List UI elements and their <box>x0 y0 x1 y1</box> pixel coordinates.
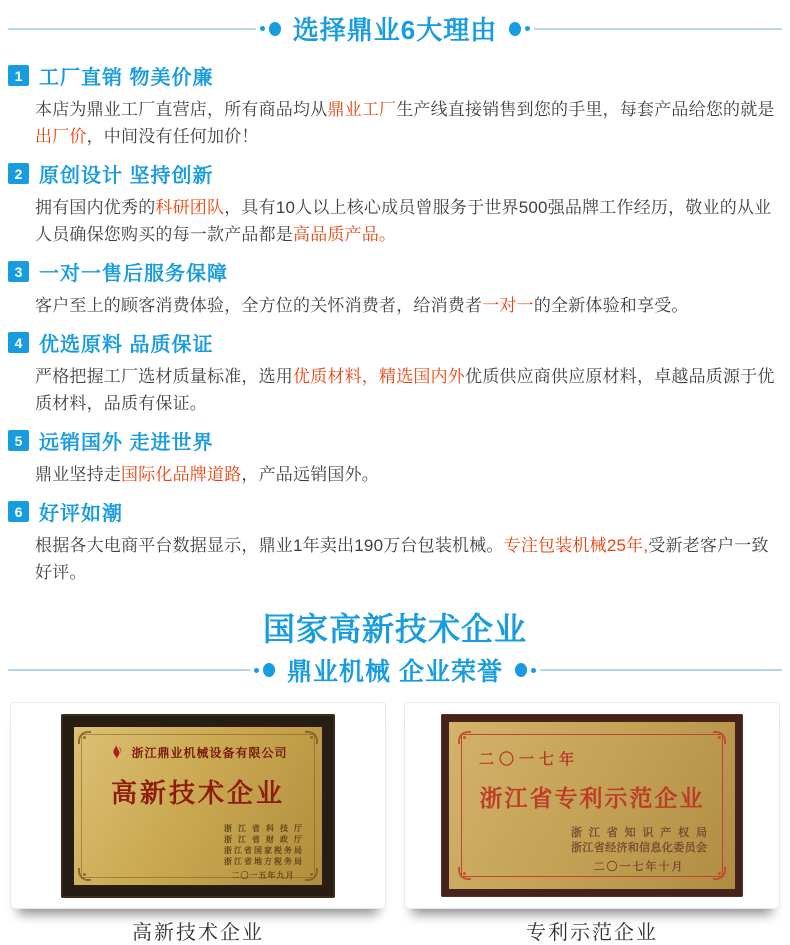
small-dot-icon <box>254 668 259 673</box>
reason-title: 远销国外 走进世界 <box>39 432 214 454</box>
body-text: 鼎业坚持走 <box>35 465 121 484</box>
reason-number-badge: 2 <box>8 163 29 184</box>
issuer-line: 浙江省地方税务局 <box>224 856 302 866</box>
reason-title: 一对一售后服务保障 <box>39 263 228 285</box>
plaque-face <box>449 722 735 889</box>
issuer-line: 浙江省经济和信息化委员会 <box>571 842 707 854</box>
divider-line-left <box>8 669 250 671</box>
reasons-list <box>8 61 782 586</box>
body-text: 的全新体验和享受。 <box>533 296 689 315</box>
body-text: ，中间没有任何加价！ <box>86 127 259 146</box>
small-dot-icon <box>260 26 265 31</box>
company-name: 浙江鼎业机械设备有限公司 <box>131 745 288 760</box>
body-text: 严格把握工厂选材质量标准，选用 <box>35 367 293 386</box>
corner-flourish-icon <box>305 868 318 881</box>
certificates-row <box>8 702 782 945</box>
reason-title: 优选原料 品质保证 <box>39 334 214 356</box>
reason-heading <box>8 497 782 526</box>
honor-subtitle: 鼎业机械 企业荣誉 <box>287 658 503 686</box>
reason-heading <box>8 159 782 188</box>
reason-body <box>35 292 782 319</box>
reason-item <box>8 328 782 417</box>
certificate-column-left <box>10 702 386 945</box>
honor-title: 国家高新技术企业 <box>262 611 527 647</box>
body-text: 拥有国内优秀的 <box>35 198 156 217</box>
corner-flourish-icon <box>713 867 726 880</box>
corner-flourish-icon <box>458 867 471 880</box>
reason-heading <box>8 61 782 90</box>
reason-body <box>35 194 782 248</box>
corner-flourish-icon <box>78 868 91 881</box>
reason-number-badge: 3 <box>8 261 29 282</box>
issue-date: 二〇一七年十月 <box>593 861 685 873</box>
issuer-line: 浙江省知识产权局 <box>571 827 707 839</box>
big-dot-icon <box>509 22 521 36</box>
reason-body <box>35 96 782 150</box>
reason-number-badge: 6 <box>8 501 29 522</box>
section-title: 选择鼎业6大理由 <box>292 15 498 45</box>
small-dot-icon <box>531 668 536 673</box>
highlight-text: 国际化品牌道路 <box>121 465 242 484</box>
issue-date: 二〇一五年九月 <box>231 870 295 880</box>
body-text: ，具有10人以上核心成员曾服务于世界500强品牌工作经历，敬业的从业人员确保您购买的每一款产品都是 <box>35 198 772 244</box>
plaque-year: 二〇一七年 <box>479 752 580 768</box>
reason-heading <box>8 426 782 455</box>
body-text: 优质供应商供应原材料，卓越品质源于优质材料，品质有保证。 <box>35 367 775 413</box>
certificate-caption: 专利示范企业 <box>526 922 658 944</box>
issuer-line: 浙江省财政厅 <box>224 834 302 844</box>
highlight-text: 出厂价 <box>35 127 87 146</box>
divider-line-right <box>534 28 782 30</box>
issuer-line: 浙江省国家税务局 <box>224 845 302 855</box>
reason-number-badge: 4 <box>8 332 29 353</box>
body-text: 根据各大电商平台数据显示，鼎业1年卖出190万台包装机械。 <box>35 536 504 555</box>
reason-body <box>35 461 782 488</box>
body-text: 受新老客户一致好评。 <box>35 536 769 582</box>
issuer-lines <box>571 826 707 856</box>
highlight-text: 优质材料，精选国内外 <box>293 367 465 386</box>
reason-heading <box>8 257 782 286</box>
reason-item <box>8 159 782 248</box>
divider-line-left <box>8 28 256 30</box>
big-dot-icon <box>269 22 281 36</box>
corner-flourish-icon <box>713 731 726 744</box>
small-dot-icon <box>525 26 530 31</box>
reason-item <box>8 497 782 586</box>
reason-item <box>8 257 782 319</box>
top-section-header <box>8 10 782 47</box>
highlight-text: 专注包装机械25年, <box>503 536 649 555</box>
certificate-card-hightech <box>10 702 386 909</box>
issuer-line: 浙江省科技厅 <box>224 823 302 833</box>
plaque-frame <box>61 714 335 898</box>
reason-item <box>8 61 782 150</box>
body-text: 客户至上的顾客消费体验，全方位的关怀消费者，给消费者 <box>35 296 483 315</box>
plaque-title: 高新技术企业 <box>110 778 285 808</box>
issuer-lines <box>224 823 302 867</box>
plaque-title: 浙江省专利示范企业 <box>479 786 705 811</box>
honor-sub-header <box>8 652 782 688</box>
reason-title: 好评如潮 <box>39 503 123 525</box>
company-row <box>74 727 322 761</box>
issuer-block <box>224 823 302 881</box>
big-dot-icon <box>263 663 275 677</box>
highlight-text: 鼎业工厂 <box>327 100 397 119</box>
body-text: 生产线直接销售到您的手里，每套产品给您的就是 <box>396 100 775 119</box>
reason-title: 原创设计 坚持创新 <box>39 165 214 187</box>
big-dot-icon <box>515 663 527 677</box>
reason-title: 工厂直销 物美价廉 <box>39 67 214 89</box>
body-text: 本店为鼎业工厂直营店，所有商品均从 <box>35 100 328 119</box>
certificate-caption: 高新技术企业 <box>132 922 264 944</box>
plaque-face <box>74 727 322 885</box>
reason-body <box>35 363 782 417</box>
body-text: ，产品远销国外。 <box>241 465 380 484</box>
issuer-block <box>571 826 707 874</box>
reason-number-badge: 5 <box>8 430 29 451</box>
divider-line-right <box>540 669 782 671</box>
reason-item <box>8 426 782 488</box>
highlight-text: 一对一 <box>482 296 534 315</box>
highlight-text: 高品质产品。 <box>293 225 397 244</box>
highlight-text: 科研团队 <box>155 198 225 217</box>
certificate-card-patent <box>404 702 780 909</box>
dingye-logo-icon <box>108 744 125 761</box>
reason-body <box>35 532 782 586</box>
certificate-column-right <box>404 702 780 945</box>
corner-flourish-icon <box>458 731 471 744</box>
reason-heading <box>8 328 782 357</box>
plaque-frame <box>441 714 743 897</box>
reason-number-badge: 1 <box>8 65 29 86</box>
